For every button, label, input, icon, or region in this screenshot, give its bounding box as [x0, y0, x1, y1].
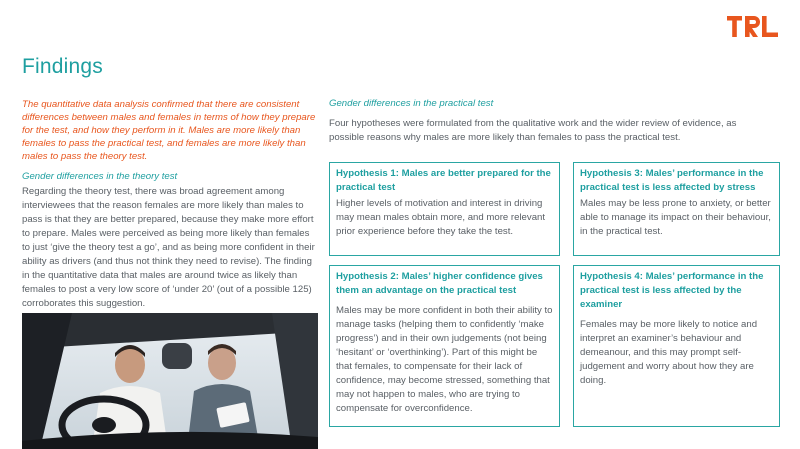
- trl-logo: [727, 16, 779, 37]
- hypothesis-4-title: Hypothesis 4: Males’ performance in the practical test is less affected by the examiner: [580, 271, 764, 310]
- hypothesis-2-title: Hypothesis 2: Males’ higher confidence gives them an advantage on the practical test: [336, 271, 543, 296]
- hypothesis-4-body: Females may be more likely to notice and interpret an examiner’s behaviour and demeanour, and this may prompt self-judgement and worry about how they are doing.: [580, 319, 758, 386]
- hypothesis-3-body: Males may be less prone to anxiety, or better able to manage its impact on their behaviour, in the practical test.: [580, 198, 771, 237]
- practical-body: Four hypotheses were formulated from the qualitative work and the wider review of evidence, as possible reasons why males are more likely than females to pass the practical test.: [329, 118, 737, 143]
- intro-summary: The quantitative data analysis confirmed that there are consistent differences between males and females in terms of how they prepare for the test, and how they perform in it. Males are more likely than females to pass the practical test, and females are more likely than males to pass the theory test.: [22, 99, 316, 162]
- car-photo: [22, 313, 318, 449]
- hypothesis-3-title: Hypothesis 3: Males’ performance in the practical test is less affected by stress: [580, 168, 764, 193]
- hypothesis-4-box: [573, 265, 780, 427]
- hypothesis-2-body: Males may be more confident in both their ability to manage tasks (helping them to confidently ‘make progress’) and in their own judgements (not being ‘hesitant’ or ‘overthinking’). Part of this might be that females, to compensate for their lack of confidence, may become stressed, something that may not happen to males, who are trying to compensate for overconfidence.: [336, 305, 553, 414]
- hypothesis-2-box: [329, 265, 560, 427]
- hypothesis-3-box: [573, 162, 780, 256]
- theory-body: Regarding the theory test, there was broad agreement among interviewees that the reason females are more likely than males to pass is that they are better prepared, because they make more effort to prepare. Males were perceived as being more likely than females to just ‘give the theory test a go’, and as being more confident in their ability as drivers (and thus not think they need to revise). The finding in the quantitative data that males are around twice as likely than females to post a very low score of ‘under 20’ (out of a possible 125) corroborates this suggestion.: [22, 186, 315, 309]
- practical-heading: Gender differences in the practical test: [329, 98, 494, 109]
- hypothesis-1-body: Higher levels of motivation and interest in driving may mean males obtain more, and more relevant prior experience before they take the test.: [336, 198, 546, 237]
- hypothesis-1-box: [329, 162, 560, 256]
- hypothesis-1-title: Hypothesis 1: Males are better prepared for the practical test: [336, 168, 551, 193]
- theory-heading: Gender differences in the theory test: [22, 171, 178, 182]
- page-title: Findings: [22, 55, 103, 78]
